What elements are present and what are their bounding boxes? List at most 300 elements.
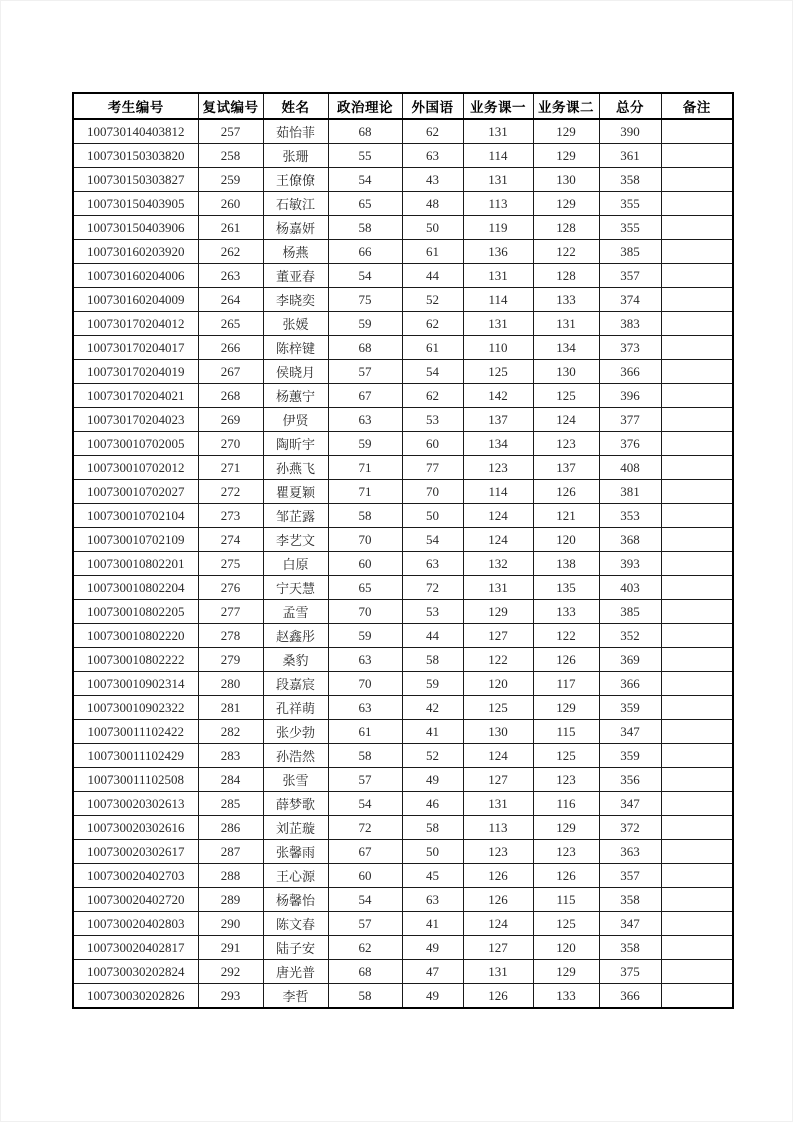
table-row bbox=[73, 768, 733, 792]
table-cell bbox=[661, 144, 733, 168]
table-cell bbox=[661, 960, 733, 984]
table-cell: 358 bbox=[599, 168, 661, 192]
table-row bbox=[73, 168, 733, 192]
table-cell bbox=[661, 864, 733, 888]
table-cell: 124 bbox=[463, 504, 533, 528]
table-cell: 63 bbox=[402, 144, 463, 168]
table-cell: 289 bbox=[198, 888, 263, 912]
table-cell: 396 bbox=[599, 384, 661, 408]
table-cell: 120 bbox=[533, 936, 599, 960]
table-cell: 284 bbox=[198, 768, 263, 792]
table-cell: 孟雪 bbox=[263, 600, 328, 624]
table-cell: 58 bbox=[402, 648, 463, 672]
table-cell: 368 bbox=[599, 528, 661, 552]
table-cell: 264 bbox=[198, 288, 263, 312]
table-cell: 100730010902314 bbox=[73, 672, 198, 696]
table-cell: 278 bbox=[198, 624, 263, 648]
table-cell: 59 bbox=[402, 672, 463, 696]
table-cell: 100730010802205 bbox=[73, 600, 198, 624]
table-cell: 65 bbox=[328, 192, 402, 216]
table-row bbox=[73, 696, 733, 720]
table-cell: 275 bbox=[198, 552, 263, 576]
table-cell: 270 bbox=[198, 432, 263, 456]
table-cell: 122 bbox=[463, 648, 533, 672]
table-cell: 62 bbox=[328, 936, 402, 960]
table-row bbox=[73, 888, 733, 912]
table-cell: 134 bbox=[463, 432, 533, 456]
header-total-score: 总分 bbox=[599, 93, 661, 119]
table-cell: 375 bbox=[599, 960, 661, 984]
header-remarks: 备注 bbox=[661, 93, 733, 119]
table-cell: 唐光普 bbox=[263, 960, 328, 984]
table-cell: 61 bbox=[402, 336, 463, 360]
table-cell: 116 bbox=[533, 792, 599, 816]
table-cell: 100730160204009 bbox=[73, 288, 198, 312]
table-cell: 125 bbox=[533, 384, 599, 408]
table-cell: 100730010802204 bbox=[73, 576, 198, 600]
table-cell: 63 bbox=[328, 648, 402, 672]
table-cell: 285 bbox=[198, 792, 263, 816]
table-cell: 126 bbox=[533, 648, 599, 672]
table-row bbox=[73, 792, 733, 816]
table-cell: 70 bbox=[328, 672, 402, 696]
table-cell: 100730020402720 bbox=[73, 888, 198, 912]
table-cell: 135 bbox=[533, 576, 599, 600]
table-cell: 68 bbox=[328, 119, 402, 144]
table-cell: 131 bbox=[463, 576, 533, 600]
table-cell: 127 bbox=[463, 768, 533, 792]
table-cell bbox=[661, 840, 733, 864]
table-cell: 43 bbox=[402, 168, 463, 192]
table-cell: 123 bbox=[533, 432, 599, 456]
table-cell: 100730140403812 bbox=[73, 119, 198, 144]
table-cell: 259 bbox=[198, 168, 263, 192]
table-cell: 100730160204006 bbox=[73, 264, 198, 288]
table-cell: 117 bbox=[533, 672, 599, 696]
table-cell bbox=[661, 192, 733, 216]
table-cell bbox=[661, 816, 733, 840]
table-cell: 272 bbox=[198, 480, 263, 504]
table-cell: 杨燕 bbox=[263, 240, 328, 264]
table-cell: 132 bbox=[463, 552, 533, 576]
table-cell: 100730010702012 bbox=[73, 456, 198, 480]
table-cell: 瞿夏颖 bbox=[263, 480, 328, 504]
table-cell: 266 bbox=[198, 336, 263, 360]
table-row bbox=[73, 288, 733, 312]
header-retest-number: 复试编号 bbox=[198, 93, 263, 119]
table-cell: 408 bbox=[599, 456, 661, 480]
header-row bbox=[73, 93, 733, 119]
table-cell bbox=[661, 792, 733, 816]
table-cell: 100730150303820 bbox=[73, 144, 198, 168]
table-cell: 124 bbox=[463, 912, 533, 936]
table-row bbox=[73, 816, 733, 840]
table-cell: 347 bbox=[599, 912, 661, 936]
table-cell: 261 bbox=[198, 216, 263, 240]
table-cell bbox=[661, 912, 733, 936]
table-row bbox=[73, 984, 733, 1009]
table-cell: 100730020402703 bbox=[73, 864, 198, 888]
table-cell: 58 bbox=[402, 816, 463, 840]
table-cell: 100730010702104 bbox=[73, 504, 198, 528]
table-cell: 126 bbox=[533, 864, 599, 888]
table-cell: 100730020302616 bbox=[73, 816, 198, 840]
table-cell: 100730010702005 bbox=[73, 432, 198, 456]
table-cell: 258 bbox=[198, 144, 263, 168]
table-cell: 59 bbox=[328, 432, 402, 456]
table-cell: 124 bbox=[533, 408, 599, 432]
table-row bbox=[73, 336, 733, 360]
table-cell: 381 bbox=[599, 480, 661, 504]
table-cell: 123 bbox=[463, 840, 533, 864]
table-cell: 邹芷露 bbox=[263, 504, 328, 528]
table-cell: 66 bbox=[328, 240, 402, 264]
score-table-body bbox=[73, 119, 733, 1008]
table-cell: 269 bbox=[198, 408, 263, 432]
table-cell: 127 bbox=[463, 936, 533, 960]
table-cell bbox=[661, 336, 733, 360]
table-row bbox=[73, 216, 733, 240]
table-cell: 126 bbox=[463, 888, 533, 912]
table-row bbox=[73, 384, 733, 408]
table-cell: 59 bbox=[328, 624, 402, 648]
header-major-course-1: 业务课一 bbox=[463, 93, 533, 119]
table-cell: 53 bbox=[402, 408, 463, 432]
table-cell bbox=[661, 240, 733, 264]
table-cell: 57 bbox=[328, 768, 402, 792]
table-row bbox=[73, 240, 733, 264]
table-cell: 128 bbox=[533, 216, 599, 240]
table-cell: 52 bbox=[402, 744, 463, 768]
table-cell: 366 bbox=[599, 984, 661, 1009]
table-cell: 125 bbox=[463, 696, 533, 720]
table-cell: 100730170204023 bbox=[73, 408, 198, 432]
table-cell: 359 bbox=[599, 744, 661, 768]
table-cell: 352 bbox=[599, 624, 661, 648]
table-cell: 陶昕宇 bbox=[263, 432, 328, 456]
table-cell: 44 bbox=[402, 624, 463, 648]
table-cell: 100730010902322 bbox=[73, 696, 198, 720]
table-cell: 374 bbox=[599, 288, 661, 312]
table-row bbox=[73, 576, 733, 600]
table-cell: 100730150303827 bbox=[73, 168, 198, 192]
table-cell: 369 bbox=[599, 648, 661, 672]
table-cell: 357 bbox=[599, 264, 661, 288]
table-row bbox=[73, 144, 733, 168]
table-cell: 100730030202826 bbox=[73, 984, 198, 1009]
table-cell bbox=[661, 264, 733, 288]
table-cell: 358 bbox=[599, 888, 661, 912]
table-cell: 45 bbox=[402, 864, 463, 888]
table-cell: 123 bbox=[463, 456, 533, 480]
table-cell: 136 bbox=[463, 240, 533, 264]
table-row bbox=[73, 192, 733, 216]
table-cell bbox=[661, 624, 733, 648]
table-row bbox=[73, 432, 733, 456]
table-cell: 113 bbox=[463, 816, 533, 840]
table-row bbox=[73, 264, 733, 288]
table-cell: 41 bbox=[402, 720, 463, 744]
table-cell: 385 bbox=[599, 600, 661, 624]
table-cell: 137 bbox=[533, 456, 599, 480]
table-cell: 62 bbox=[402, 384, 463, 408]
table-cell: 114 bbox=[463, 288, 533, 312]
table-cell bbox=[661, 384, 733, 408]
table-cell: 47 bbox=[402, 960, 463, 984]
table-cell: 121 bbox=[533, 504, 599, 528]
table-cell: 126 bbox=[463, 984, 533, 1009]
table-cell: 129 bbox=[463, 600, 533, 624]
table-cell bbox=[661, 408, 733, 432]
table-cell: 131 bbox=[463, 312, 533, 336]
table-cell: 63 bbox=[402, 552, 463, 576]
table-cell: 41 bbox=[402, 912, 463, 936]
table-cell: 133 bbox=[533, 984, 599, 1009]
table-cell: 124 bbox=[463, 528, 533, 552]
table-cell: 54 bbox=[402, 528, 463, 552]
table-cell: 61 bbox=[402, 240, 463, 264]
table-cell: 282 bbox=[198, 720, 263, 744]
table-cell: 52 bbox=[402, 288, 463, 312]
table-cell: 263 bbox=[198, 264, 263, 288]
table-cell: 268 bbox=[198, 384, 263, 408]
header-candidate-id: 考生编号 bbox=[73, 93, 198, 119]
table-cell: 72 bbox=[402, 576, 463, 600]
table-cell: 杨蕙宁 bbox=[263, 384, 328, 408]
table-cell: 292 bbox=[198, 960, 263, 984]
table-cell: 347 bbox=[599, 792, 661, 816]
table-cell: 123 bbox=[533, 840, 599, 864]
table-cell: 54 bbox=[328, 888, 402, 912]
table-cell: 287 bbox=[198, 840, 263, 864]
table-cell: 100730170204017 bbox=[73, 336, 198, 360]
table-cell: 100730010802220 bbox=[73, 624, 198, 648]
table-row bbox=[73, 912, 733, 936]
table-cell: 131 bbox=[463, 960, 533, 984]
table-cell: 陆子安 bbox=[263, 936, 328, 960]
table-cell: 侯晓月 bbox=[263, 360, 328, 384]
table-cell: 茹怡菲 bbox=[263, 119, 328, 144]
table-cell: 100730010802201 bbox=[73, 552, 198, 576]
table-row bbox=[73, 456, 733, 480]
table-cell: 356 bbox=[599, 768, 661, 792]
table-cell: 390 bbox=[599, 119, 661, 144]
table-cell: 286 bbox=[198, 816, 263, 840]
table-cell: 100730011102422 bbox=[73, 720, 198, 744]
table-cell: 363 bbox=[599, 840, 661, 864]
table-cell: 张馨雨 bbox=[263, 840, 328, 864]
table-cell: 126 bbox=[463, 864, 533, 888]
table-row bbox=[73, 119, 733, 144]
table-cell: 50 bbox=[402, 504, 463, 528]
table-row bbox=[73, 312, 733, 336]
table-cell: 杨嘉妍 bbox=[263, 216, 328, 240]
table-cell bbox=[661, 648, 733, 672]
table-cell: 宁天慧 bbox=[263, 576, 328, 600]
table-cell: 366 bbox=[599, 360, 661, 384]
table-cell: 281 bbox=[198, 696, 263, 720]
table-cell: 58 bbox=[328, 504, 402, 528]
table-cell: 115 bbox=[533, 720, 599, 744]
table-cell: 133 bbox=[533, 600, 599, 624]
table-cell: 63 bbox=[328, 696, 402, 720]
table-cell: 403 bbox=[599, 576, 661, 600]
table-cell: 125 bbox=[533, 744, 599, 768]
table-cell: 58 bbox=[328, 216, 402, 240]
table-cell: 57 bbox=[328, 360, 402, 384]
table-row bbox=[73, 744, 733, 768]
table-cell: 孙浩然 bbox=[263, 744, 328, 768]
table-cell bbox=[661, 552, 733, 576]
table-cell: 57 bbox=[328, 912, 402, 936]
table-cell: 279 bbox=[198, 648, 263, 672]
table-cell: 120 bbox=[463, 672, 533, 696]
table-header bbox=[73, 93, 733, 119]
table-cell: 赵鑫彤 bbox=[263, 624, 328, 648]
table-cell: 李哲 bbox=[263, 984, 328, 1009]
table-cell: 257 bbox=[198, 119, 263, 144]
table-cell bbox=[661, 480, 733, 504]
table-cell: 126 bbox=[533, 480, 599, 504]
table-cell: 100730010802222 bbox=[73, 648, 198, 672]
table-cell: 王心源 bbox=[263, 864, 328, 888]
table-cell: 373 bbox=[599, 336, 661, 360]
table-cell: 张媛 bbox=[263, 312, 328, 336]
table-cell: 100730010702027 bbox=[73, 480, 198, 504]
header-foreign-language: 外国语 bbox=[402, 93, 463, 119]
table-cell: 49 bbox=[402, 984, 463, 1009]
table-cell: 262 bbox=[198, 240, 263, 264]
table-cell: 100730170204019 bbox=[73, 360, 198, 384]
table-cell bbox=[661, 360, 733, 384]
table-cell: 130 bbox=[533, 360, 599, 384]
table-cell: 60 bbox=[402, 432, 463, 456]
table-cell: 137 bbox=[463, 408, 533, 432]
table-cell bbox=[661, 456, 733, 480]
table-cell bbox=[661, 936, 733, 960]
table-cell: 122 bbox=[533, 240, 599, 264]
table-row bbox=[73, 864, 733, 888]
table-cell: 359 bbox=[599, 696, 661, 720]
header-name: 姓名 bbox=[263, 93, 328, 119]
table-cell: 65 bbox=[328, 576, 402, 600]
table-cell: 290 bbox=[198, 912, 263, 936]
table-cell: 100730010702109 bbox=[73, 528, 198, 552]
table-cell: 280 bbox=[198, 672, 263, 696]
table-cell: 62 bbox=[402, 312, 463, 336]
table-cell bbox=[661, 119, 733, 144]
table-cell: 100730170204012 bbox=[73, 312, 198, 336]
table-cell: 100730150403905 bbox=[73, 192, 198, 216]
table-cell: 383 bbox=[599, 312, 661, 336]
table-cell: 70 bbox=[402, 480, 463, 504]
table-cell: 100730170204021 bbox=[73, 384, 198, 408]
table-cell: 54 bbox=[402, 360, 463, 384]
table-cell bbox=[661, 600, 733, 624]
table-cell: 274 bbox=[198, 528, 263, 552]
table-cell: 50 bbox=[402, 216, 463, 240]
table-cell: 355 bbox=[599, 192, 661, 216]
table-cell: 385 bbox=[599, 240, 661, 264]
table-cell: 61 bbox=[328, 720, 402, 744]
table-cell: 129 bbox=[533, 816, 599, 840]
table-cell: 131 bbox=[463, 119, 533, 144]
table-row bbox=[73, 600, 733, 624]
table-cell: 55 bbox=[328, 144, 402, 168]
table-row bbox=[73, 624, 733, 648]
header-political-theory: 政治理论 bbox=[328, 93, 402, 119]
table-cell: 陈文春 bbox=[263, 912, 328, 936]
table-cell: 361 bbox=[599, 144, 661, 168]
table-cell: 291 bbox=[198, 936, 263, 960]
table-cell bbox=[661, 744, 733, 768]
table-row bbox=[73, 480, 733, 504]
table-cell bbox=[661, 288, 733, 312]
table-cell: 353 bbox=[599, 504, 661, 528]
table-cell: 100730020302613 bbox=[73, 792, 198, 816]
table-cell: 271 bbox=[198, 456, 263, 480]
table-cell: 53 bbox=[402, 600, 463, 624]
table-cell bbox=[661, 672, 733, 696]
table-cell bbox=[661, 696, 733, 720]
table-cell: 125 bbox=[533, 912, 599, 936]
table-cell: 120 bbox=[533, 528, 599, 552]
table-cell bbox=[661, 576, 733, 600]
table-cell: 113 bbox=[463, 192, 533, 216]
table-cell: 114 bbox=[463, 480, 533, 504]
table-cell bbox=[661, 768, 733, 792]
table-cell: 孔祥萌 bbox=[263, 696, 328, 720]
table-cell: 131 bbox=[463, 168, 533, 192]
table-cell: 陈梓键 bbox=[263, 336, 328, 360]
table-cell: 67 bbox=[328, 384, 402, 408]
table-row bbox=[73, 408, 733, 432]
header-major-course-2: 业务课二 bbox=[533, 93, 599, 119]
table-cell: 58 bbox=[328, 984, 402, 1009]
table-cell: 129 bbox=[533, 696, 599, 720]
table-cell bbox=[661, 168, 733, 192]
table-cell: 131 bbox=[463, 264, 533, 288]
table-cell: 377 bbox=[599, 408, 661, 432]
table-cell: 100730011102508 bbox=[73, 768, 198, 792]
table-cell: 366 bbox=[599, 672, 661, 696]
table-cell: 71 bbox=[328, 480, 402, 504]
table-row bbox=[73, 960, 733, 984]
table-cell: 355 bbox=[599, 216, 661, 240]
table-cell: 127 bbox=[463, 624, 533, 648]
table-cell: 277 bbox=[198, 600, 263, 624]
table-cell: 130 bbox=[533, 168, 599, 192]
table-cell: 276 bbox=[198, 576, 263, 600]
table-cell: 125 bbox=[463, 360, 533, 384]
table-cell: 77 bbox=[402, 456, 463, 480]
table-cell: 100730011102429 bbox=[73, 744, 198, 768]
table-cell: 128 bbox=[533, 264, 599, 288]
table-cell: 刘芷璇 bbox=[263, 816, 328, 840]
table-cell: 122 bbox=[533, 624, 599, 648]
table-cell: 393 bbox=[599, 552, 661, 576]
table-cell: 293 bbox=[198, 984, 263, 1009]
table-cell: 薛梦歌 bbox=[263, 792, 328, 816]
table-cell: 48 bbox=[402, 192, 463, 216]
table-cell: 董亚春 bbox=[263, 264, 328, 288]
table-cell: 131 bbox=[533, 312, 599, 336]
table-cell: 129 bbox=[533, 144, 599, 168]
table-cell bbox=[661, 216, 733, 240]
table-cell: 63 bbox=[328, 408, 402, 432]
table-cell: 石敏江 bbox=[263, 192, 328, 216]
table-cell: 358 bbox=[599, 936, 661, 960]
